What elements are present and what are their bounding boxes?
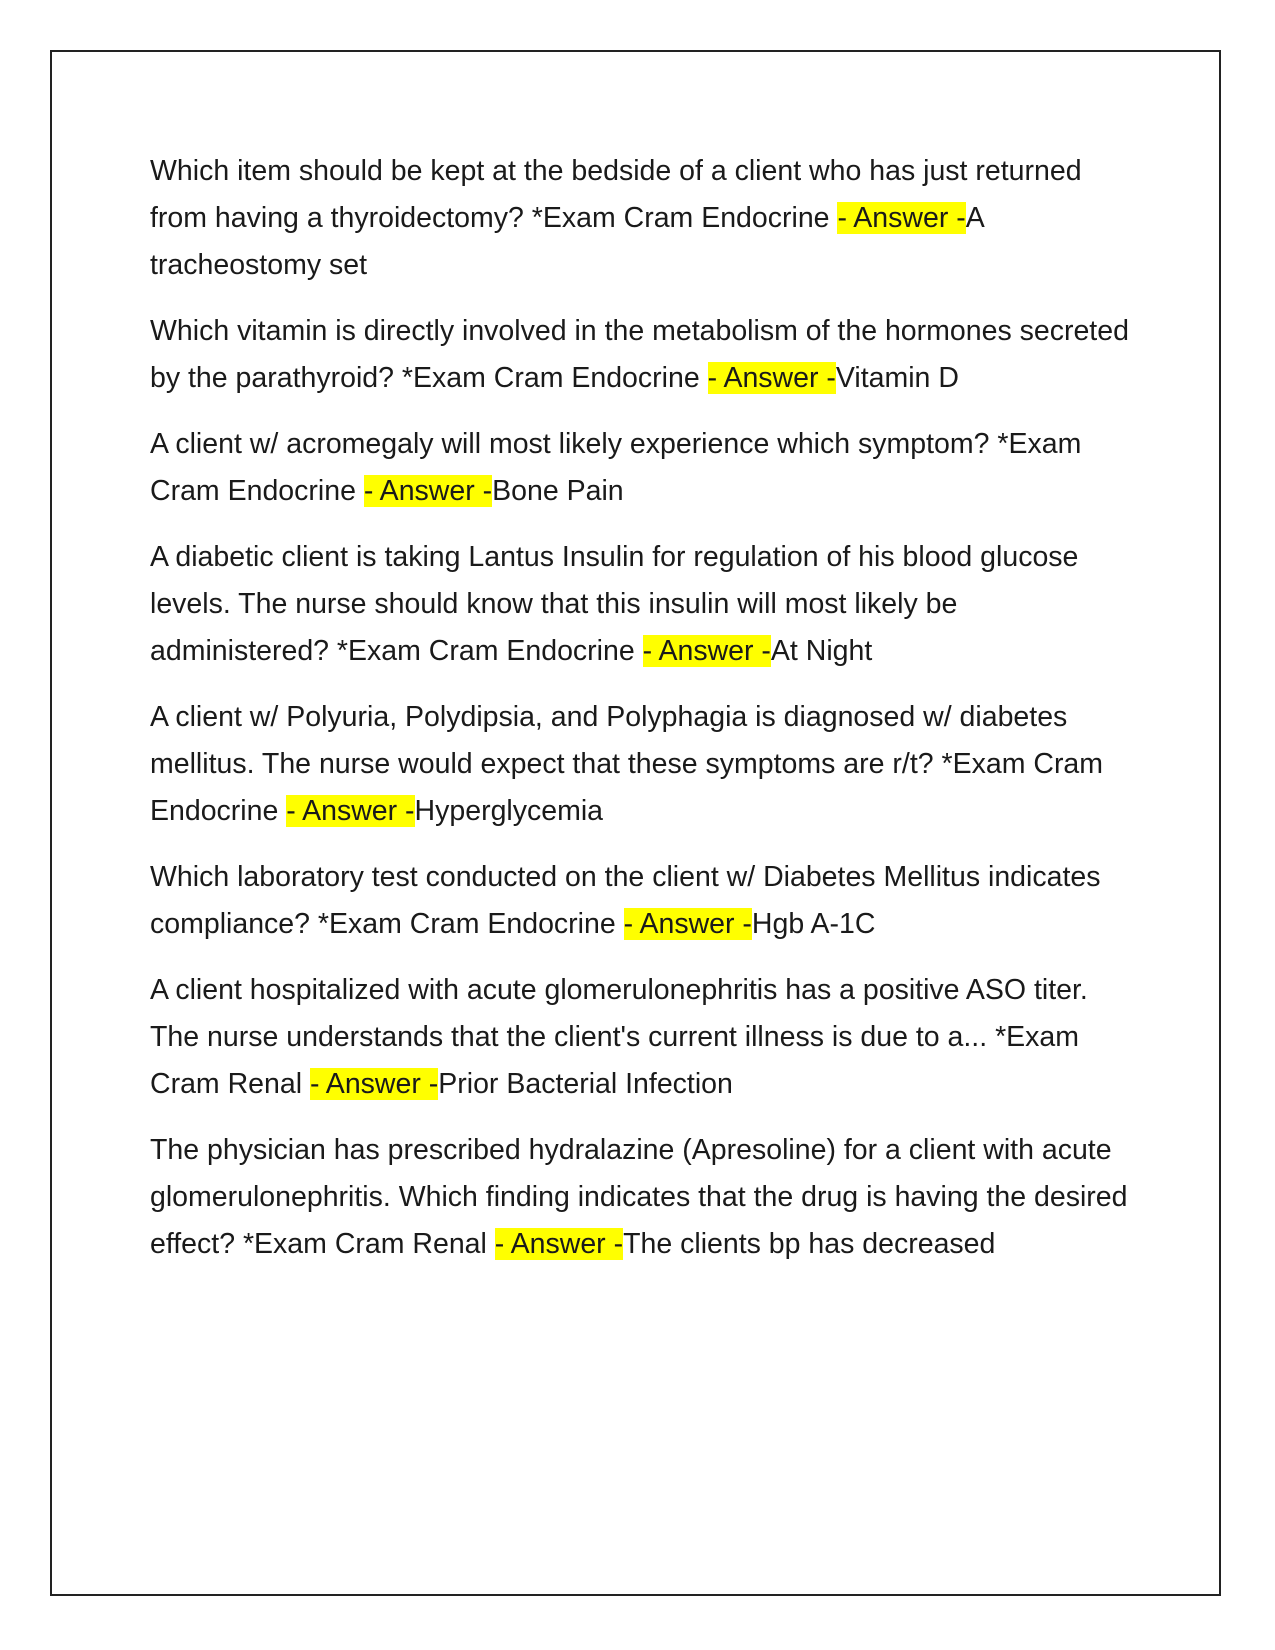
- qa-item: [150, 854, 1130, 948]
- question-text: A client hospitalized with acute glomerulonephritis has a positive ASO titer. The nurse understands that the client's current illness is due to a... *Exam Cram Renal: [150, 974, 1088, 1100]
- question-text: A client w/ Polyuria, Polydipsia, and Polyphagia is diagnosed w/ diabetes mellitus. The nurse would expect that these symptoms are r/t? *Exam Cram Endocrine: [150, 701, 1104, 827]
- answer-text: Hyperglycemia: [414, 795, 604, 827]
- qa-item: [150, 694, 1130, 835]
- answer-marker: - Answer -: [707, 362, 836, 394]
- qa-item: [150, 308, 1130, 402]
- question-text: The physician has prescribed hydralazine (Apresoline) for a client with acute glomerulonephritis. Which finding indicates that the drug is having the desired effect? *Exam Cram Renal: [150, 1134, 1128, 1260]
- answer-text: The clients bp has decreased: [623, 1228, 996, 1260]
- answer-text: Hgb A-1C: [751, 908, 876, 940]
- answer-text: A tracheostomy set: [150, 202, 984, 281]
- question-text: A client w/ acromegaly will most likely experience which symptom? *Exam Cram Endocrine: [150, 428, 1082, 507]
- qa-item: [150, 534, 1130, 675]
- answer-marker: - Answer -: [363, 475, 493, 507]
- answer-marker: - Answer -: [642, 635, 771, 667]
- qa-item: [150, 1127, 1130, 1268]
- question-text: Which laboratory test conducted on the client w/ Diabetes Mellitus indicates compliance? *Exam Cram Endocrine: [150, 861, 1101, 940]
- document-body: [150, 148, 1130, 1287]
- qa-item: [150, 967, 1130, 1108]
- answer-marker: - Answer -: [837, 202, 966, 234]
- qa-item: [150, 421, 1130, 515]
- question-text: Which vitamin is directly involved in the metabolism of the hormones secreted by the parathyroid? *Exam Cram Endocrine: [150, 315, 1129, 394]
- answer-marker: - Answer -: [494, 1228, 624, 1260]
- answer-marker: - Answer -: [286, 795, 415, 827]
- answer-text: Prior Bacterial Infection: [438, 1068, 733, 1100]
- question-text: Which item should be kept at the bedside of a client who has just returned from having a thyroidectomy? *Exam Cram Endocrine: [150, 155, 1082, 234]
- question-text: A diabetic client is taking Lantus Insulin for regulation of his blood glucose levels. The nurse should know that this insulin will most likely be administered? *Exam Cram Endocrine: [150, 541, 1079, 667]
- answer-text: Bone Pain: [492, 475, 624, 507]
- answer-marker: - Answer -: [623, 908, 752, 940]
- answer-text: Vitamin D: [835, 362, 959, 394]
- qa-item: [150, 148, 1130, 289]
- answer-marker: - Answer -: [309, 1068, 439, 1100]
- answer-text: At Night: [770, 635, 873, 667]
